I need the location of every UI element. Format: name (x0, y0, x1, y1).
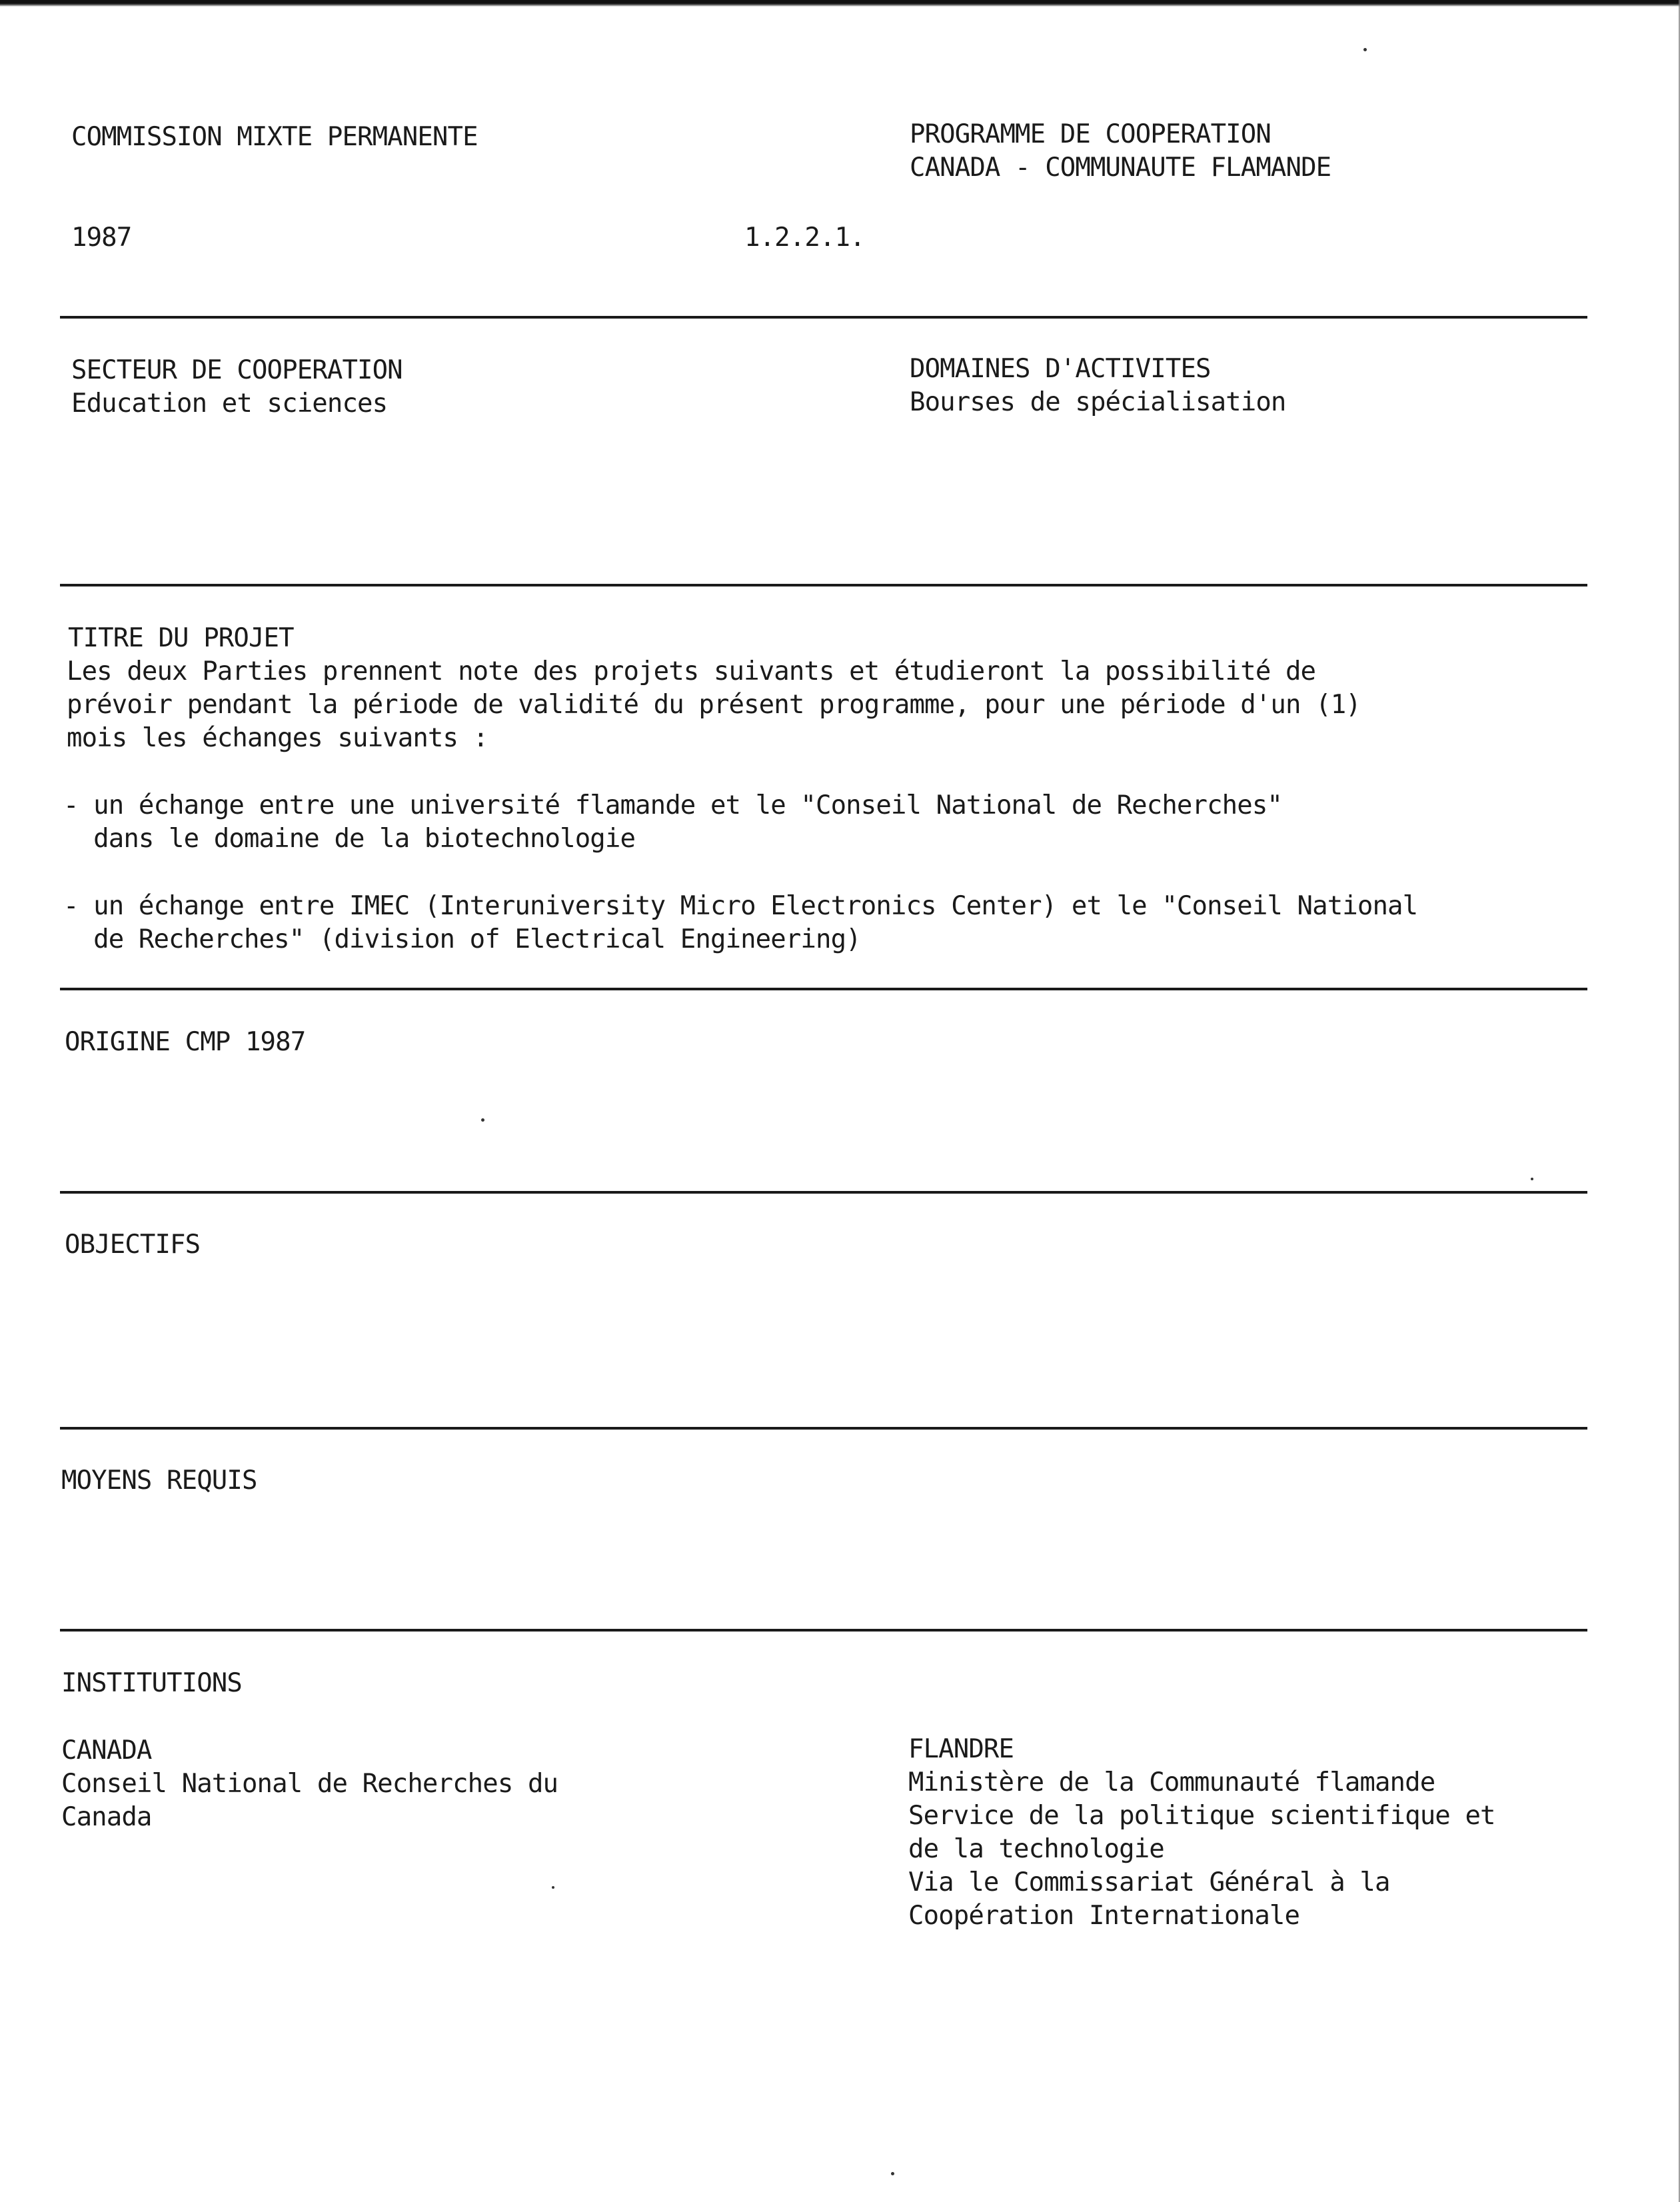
sector-heading: SECTEUR DE COOPERATION (71, 355, 403, 385)
section-divider (60, 1191, 1587, 1194)
flanders-institution-line: Service de la politique scientifique et (908, 1801, 1495, 1831)
domains-heading: DOMAINES D'ACTIVITES (910, 354, 1211, 384)
reference-number: 1.2.2.1. (744, 223, 865, 253)
programme-title-line1: PROGRAMME DE COOPERATION (910, 119, 1271, 149)
section-divider (60, 1629, 1587, 1632)
project-intro-line: prévoir pendant la période de validité du présent programme, pour une période d'un (1) (67, 690, 1361, 720)
section-divider (60, 988, 1587, 990)
project-intro-line: mois les échanges suivants : (67, 723, 488, 753)
section-divider (60, 1427, 1587, 1430)
exchange-item-imec: - un échange entre IMEC (Interuniversity Micro Electronics Center) et le "Conseil National (63, 891, 1418, 921)
canada-institution-line: Conseil National de Recherches du (61, 1769, 558, 1799)
canada-heading: CANADA (61, 1735, 152, 1765)
institutions-heading: INSTITUTIONS (61, 1668, 242, 1698)
exchange-item-biotech: - un échange entre une université flamande et le "Conseil National de Recherches" (63, 790, 1282, 820)
scan-speck (481, 1118, 484, 1122)
canada-institution-line: Canada (61, 1802, 152, 1832)
scan-speck (1363, 48, 1367, 51)
commission-title: COMMISSION MIXTE PERMANENTE (71, 122, 478, 152)
section-divider (60, 584, 1587, 586)
flanders-heading: FLANDRE (908, 1734, 1014, 1764)
programme-title-line2: CANADA - COMMUNAUTE FLAMANDE (910, 153, 1331, 183)
exchange-item-biotech: dans le domaine de la biotechnologie (63, 824, 636, 854)
project-heading: TITRE DU PROJET (68, 623, 294, 653)
exchange-item-imec: de Recherches" (division of Electrical Engineering) (63, 924, 861, 954)
scan-speck (891, 2172, 894, 2175)
sector-value: Education et sciences (71, 389, 388, 419)
scan-edge-top (0, 0, 1680, 7)
domains-value: Bourses de spécialisation (910, 387, 1286, 417)
flanders-institution-line: Ministère de la Communauté flamande (908, 1767, 1435, 1797)
scan-speck (1531, 1178, 1533, 1180)
objectives-heading: OBJECTIFS (65, 1230, 201, 1260)
origin-heading: ORIGINE CMP 1987 (65, 1027, 306, 1057)
scan-speck (552, 1886, 554, 1889)
document-year: 1987 (71, 223, 132, 253)
flanders-institution-line: Coopération Internationale (908, 1901, 1300, 1931)
flanders-institution-line: de la technologie (908, 1834, 1164, 1864)
section-divider (60, 316, 1587, 319)
flanders-institution-line: Via le Commissariat Général à la (908, 1867, 1390, 1897)
project-intro-line: Les deux Parties prennent note des projets suivants et étudieront la possibilité de (67, 656, 1316, 686)
means-heading: MOYENS REQUIS (61, 1466, 257, 1496)
